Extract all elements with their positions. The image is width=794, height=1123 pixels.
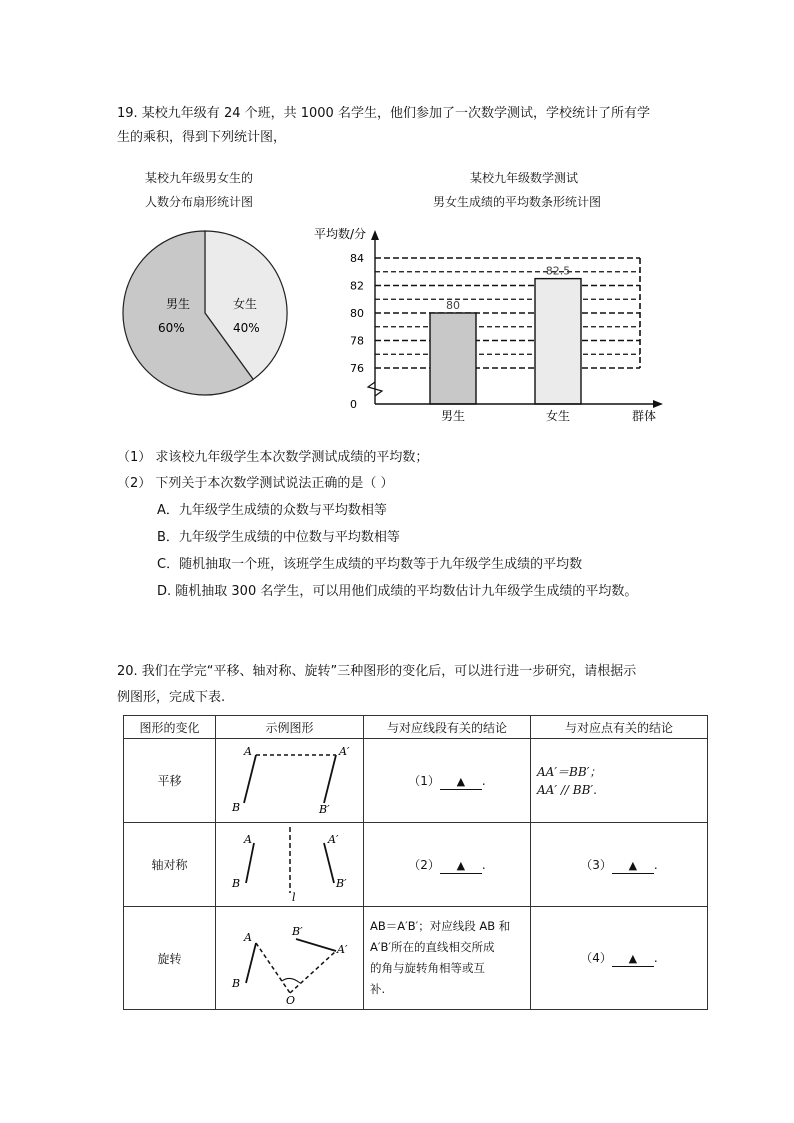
x-axis-label: 群体 (632, 409, 657, 423)
q19-line2: 生的乘积，得到下列统计图， (117, 130, 287, 145)
svg-text:B′: B′ (291, 924, 303, 938)
pie-title-1: 某校九年级男女生的 (145, 171, 254, 185)
svg-text:A: A (243, 745, 252, 758)
q19-sub1: （1） 求该校九年级学生本次数学测试成绩的平均数； (117, 450, 429, 465)
svg-text:B′: B′ (318, 803, 330, 816)
answer-4: （4） ▲ . (531, 907, 708, 1010)
y-tick-label: 80 (350, 307, 364, 320)
translation-figure (220, 741, 360, 817)
reflection-figure (220, 823, 360, 903)
x-category-label: 男生 (440, 409, 466, 423)
pie-chart (118, 228, 298, 398)
y-tick-label: 78 (350, 334, 364, 348)
figure-reflection (216, 823, 364, 907)
bar-title-1: 某校九年级数学测试 (470, 171, 579, 185)
pie-pct-female: 40% (233, 321, 260, 335)
svg-text:l: l (291, 891, 296, 903)
row-translation-name: 平移 (124, 739, 216, 823)
triangle-icon: ▲ (456, 858, 466, 872)
figure-translation (216, 739, 364, 823)
pie-label-male: 男生 (166, 297, 191, 311)
q19-option-b: B．九年级学生成绩的中位数与平均数相等 (157, 530, 400, 545)
row-rotation-name: 旋转 (124, 907, 216, 1010)
row-reflection-name: 轴对称 (124, 823, 216, 907)
svg-text:A: A (243, 833, 252, 846)
triangle-icon: ▲ (456, 774, 466, 788)
triangle-icon: ▲ (628, 952, 638, 965)
bar-value-label: 80 (446, 299, 460, 312)
triangle-icon: ▲ (628, 858, 638, 872)
svg-text:B: B (231, 976, 240, 990)
translation-point-conclusion: AA′＝BB′； AA′ // BB′. (531, 739, 708, 823)
table-row (124, 739, 708, 823)
svg-text:A′: A′ (327, 833, 338, 846)
x-category-label: 女生 (545, 409, 571, 423)
transform-table (123, 715, 708, 1010)
y-tick-label: 0 (350, 398, 357, 411)
q19-option-c: C．随机抽取一个班，该班学生成绩的平均数等于九年级学生成绩的平均数 (157, 557, 583, 572)
bar-title-2: 男女生成绩的平均数条形统计图 (433, 195, 602, 209)
blank-4[interactable] (612, 951, 654, 967)
blank-3[interactable] (612, 858, 654, 874)
bar-value-label: 82.5 (545, 264, 571, 278)
blank-2[interactable] (440, 858, 482, 874)
answer-3: （3） ▲ . (531, 823, 708, 907)
svg-text:A: A (243, 930, 252, 944)
bar-male (430, 313, 476, 404)
header-example: 示例图形 (216, 716, 364, 739)
pie-pct-male: 60% (158, 321, 185, 335)
bar-female (535, 279, 581, 404)
pie-title-2: 人数分布扇形统计图 (145, 195, 254, 209)
svg-text:O: O (285, 993, 295, 1005)
table-row (124, 823, 708, 907)
bar-chart (310, 222, 670, 427)
q20-line1: 20. 我们在学完“平移、轴对称、旋转”三种图形的变化后，可以进行进一步研究，请根据示 (117, 664, 637, 679)
q19-sub2: （2） 下列关于本次数学测试说法正确的是（ ） (117, 476, 394, 491)
q19-option-d: D. 随机抽取 300 名学生，可以用他们成绩的平均数估计九年级学生成绩的平均数。 (157, 584, 638, 599)
x-axis-arrow (653, 400, 663, 408)
header-point: 与对应点有关的结论 (531, 716, 708, 739)
svg-text:B: B (231, 801, 240, 814)
y-tick-label: 76 (350, 362, 364, 375)
figure-rotation (216, 907, 364, 1010)
y-axis-arrow (371, 230, 379, 240)
answer-1: （1） ▲ . (364, 739, 531, 823)
svg-text:B: B (231, 877, 240, 890)
y-tick-label: 82 (350, 279, 364, 293)
header-change: 图形的变化 (124, 716, 216, 739)
svg-text:B′: B′ (335, 877, 347, 890)
q19-line1: 19. 某校九年级有 24 个班，共 1000 名学生，他们参加了一次数学测试，学校统计了所有学 (117, 106, 650, 121)
q19-option-a: A．九年级学生成绩的众数与平均数相等 (157, 503, 387, 518)
y-axis-label: 平均数/分 (314, 227, 367, 241)
svg-text:A′: A′ (336, 942, 347, 956)
rotation-segment-conclusion: AB＝A′B′；对应线段 AB 和 A′B′所在的直线相交所成 的角与旋转角相等或互 补. (364, 907, 531, 1010)
y-tick-label: 84 (350, 252, 364, 265)
table-row (124, 907, 708, 1010)
q20-line2: 例图形，完成下表. (117, 690, 226, 705)
blank-1[interactable] (440, 774, 482, 790)
pie-label-female: 女生 (233, 297, 258, 311)
header-segment: 与对应线段有关的结论 (364, 716, 531, 739)
answer-2: （2） ▲ . (364, 823, 531, 907)
svg-text:A′: A′ (338, 745, 349, 758)
rotation-figure (220, 909, 360, 1005)
